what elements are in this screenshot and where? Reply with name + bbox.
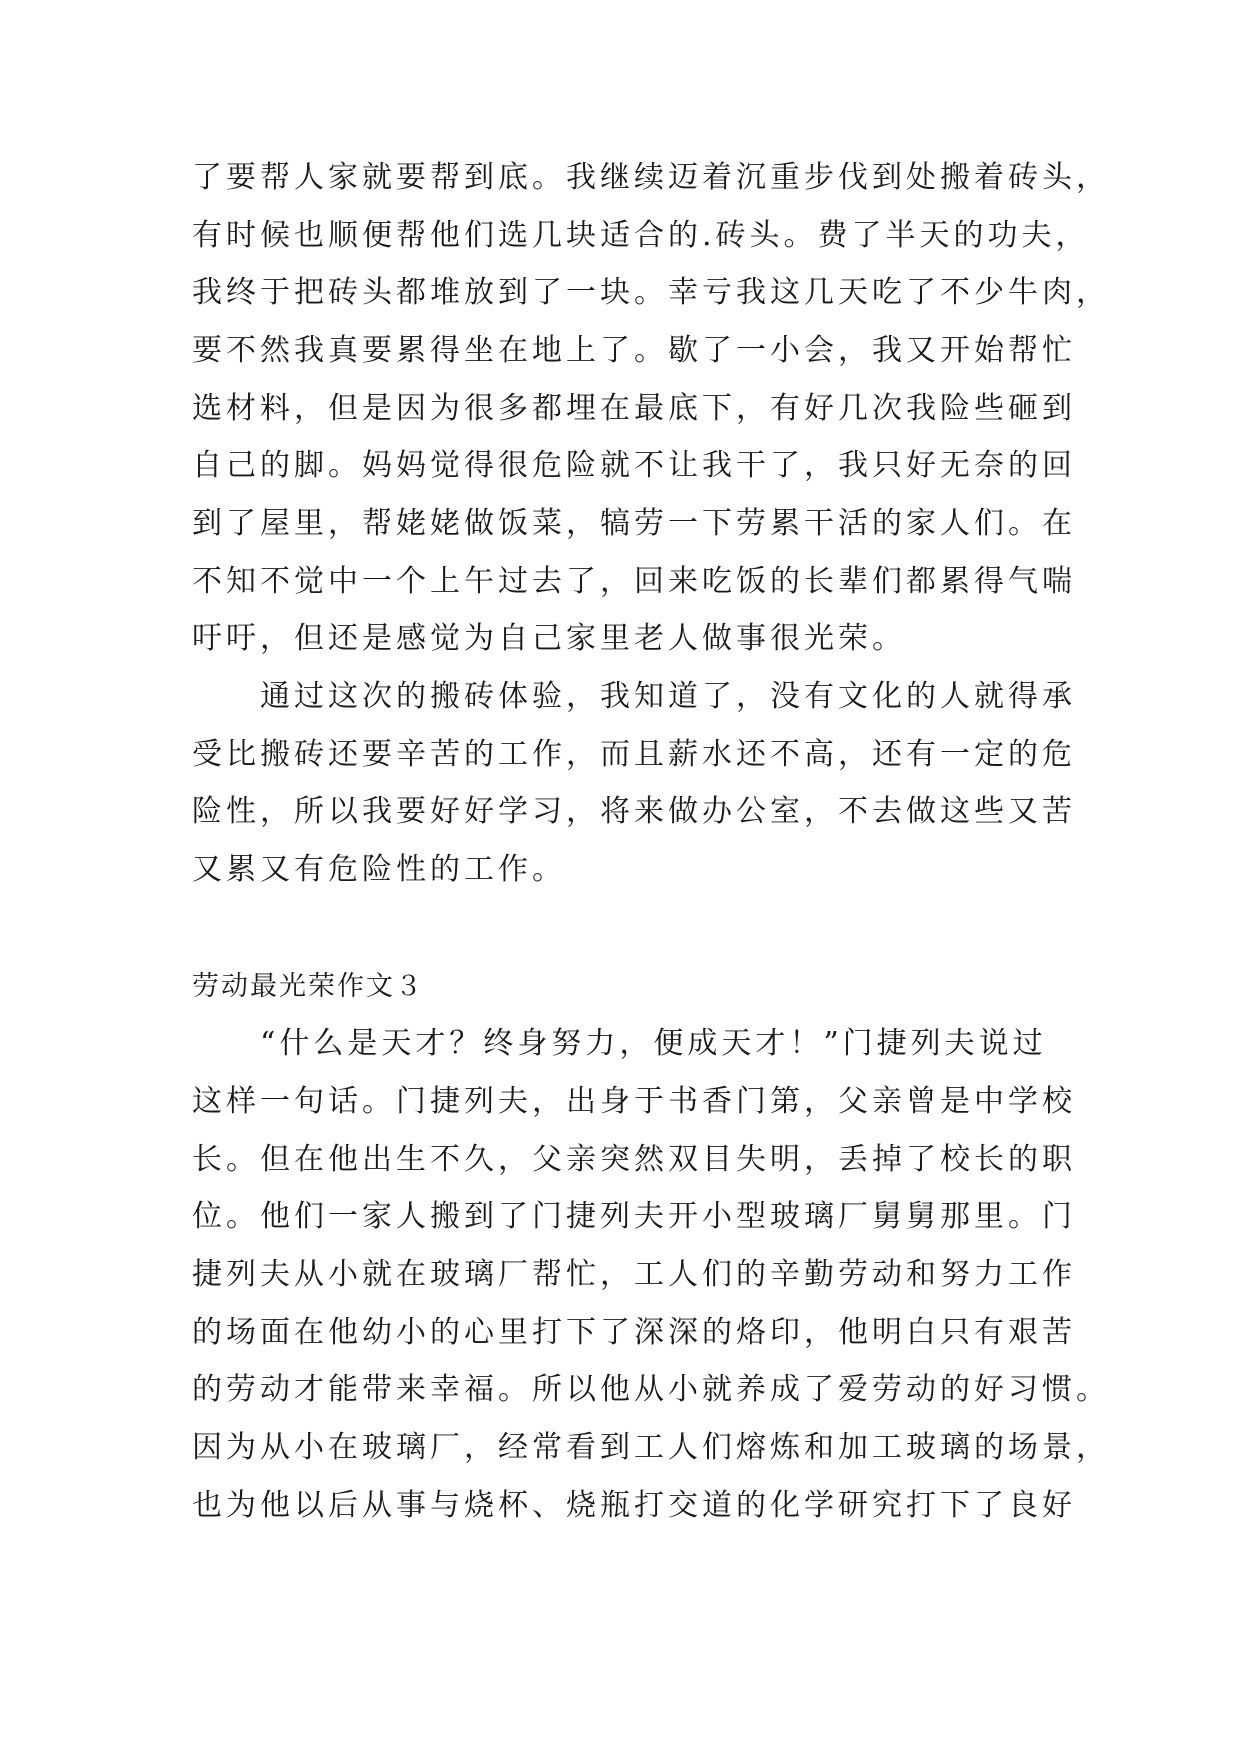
paragraph-line: “什么是天才？终身努力，便成天才！”门捷列夫说过 <box>192 1026 1047 1061</box>
paragraph-line: 吁吁，但还是感觉为自己家里老人做事很光荣。 <box>192 621 906 656</box>
paragraph-line: 这样一句话。门捷列夫，出身于书香门第，父亲曾是中学校 <box>192 1084 1076 1119</box>
paragraph-line: 长。但在他出生不久，父亲突然双目失明，丢掉了校长的职 <box>192 1142 1076 1177</box>
essay-title: 劳动最光荣作文３ <box>192 971 424 1002</box>
paragraph-line: 自己的脚。妈妈觉得很危险就不让我干了，我只好无奈的回 <box>192 448 1076 483</box>
paragraph-line: 位。他们一家人搬到了门捷列夫开小型玻璃厂舅舅那里。门 <box>192 1199 1076 1234</box>
paragraph-line: 的劳动才能带来幸福。所以他从小就养成了爱劳动的好习惯。 <box>192 1372 1110 1407</box>
paragraph-line: 的场面在他幼小的心里打下了深深的烙印，他明白只有艰苦 <box>192 1315 1076 1350</box>
paragraph-line: 险性，所以我要好好学习，将来做办公室，不去做这些又苦 <box>192 794 1076 829</box>
paragraph-line: 通过这次的搬砖体验，我知道了，没有文化的人就得承 <box>192 679 1076 714</box>
paragraph-line: 不知不觉中一个上午过去了，回来吃饭的长辈们都累得气喘 <box>192 564 1076 599</box>
paragraph-line: 了要帮人家就要帮到底。我继续迈着沉重步伐到处搬着砖头， <box>192 160 1110 195</box>
paragraph-line: 有时候也顺便帮他们选几块适合的.砖头。费了半天的功夫， <box>192 218 1090 253</box>
paragraph-line: 选材料，但是因为很多都埋在最底下，有好几次我险些砸到 <box>192 391 1076 426</box>
paragraph-line: 捷列夫从小就在玻璃厂帮忙，工人们的辛勤劳动和努力工作 <box>192 1257 1076 1292</box>
paragraph-line: 也为他以后从事与烧杯、烧瓶打交道的化学研究打下了良好 <box>192 1488 1076 1523</box>
paragraph-line: 因为从小在玻璃厂，经常看到工人们熔炼和加工玻璃的场景， <box>192 1430 1110 1465</box>
paragraph-line: 又累又有危险性的工作。 <box>192 852 566 887</box>
paragraph-line: 到了屋里，帮姥姥做饭菜，犒劳一下劳累干活的家人们。在 <box>192 506 1076 541</box>
paragraph-line: 要不然我真要累得坐在地上了。歇了一小会，我又开始帮忙 <box>192 333 1076 368</box>
paragraph-line: 我终于把砖头都堆放到了一块。幸亏我这几天吃了不少牛肉， <box>192 275 1110 310</box>
paragraph-line: 受比搬砖还要辛苦的工作，而且薪水还不高，还有一定的危 <box>192 737 1076 772</box>
